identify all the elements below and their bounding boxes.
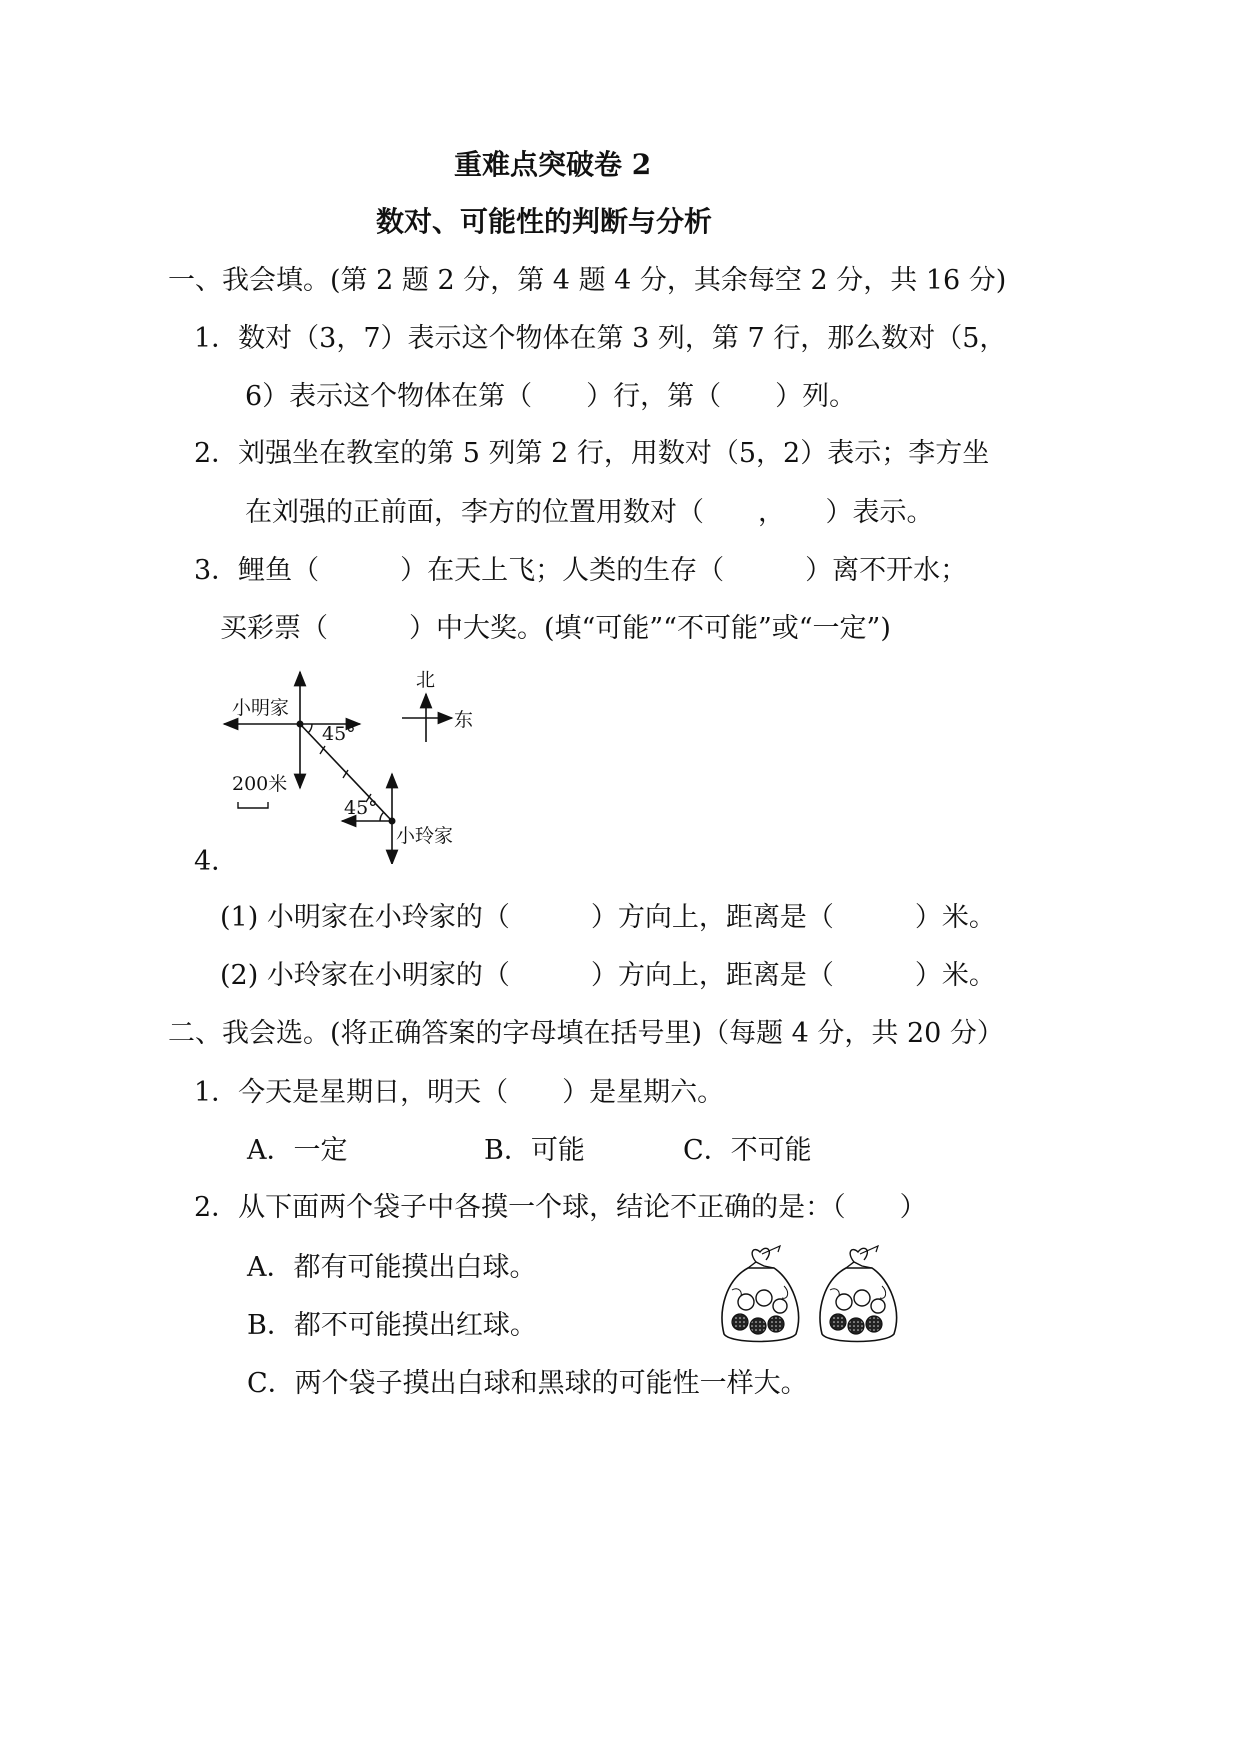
s2-q1-option-a: A．一定 [247, 1135, 348, 1166]
white-ball [836, 1294, 852, 1310]
xiaoling-point [389, 818, 396, 825]
angle-arc-1 [308, 724, 312, 733]
black-ball [732, 1314, 748, 1330]
black-ball [866, 1316, 882, 1332]
q3-line1: 3．鲤鱼（ ）在天上飞；人类的生存（ ）离不开水； [194, 555, 968, 586]
angle-label-1: 45° [322, 723, 356, 745]
bag-2 [820, 1246, 896, 1342]
xiaoming-label: 小明家 [232, 697, 290, 719]
s2-q1-option-b: B．可能 [484, 1135, 585, 1166]
east-label: 东 [454, 709, 474, 731]
q2-line1: 2．刘强坐在教室的第 5 列第 2 行，用数对（5，2）表示；李方坐 [194, 438, 990, 469]
scale-label: 200米 [232, 773, 288, 795]
bag-1 [722, 1246, 798, 1342]
page-subtitle: 数对、可能性的判断与分析 [376, 205, 713, 238]
white-ball [756, 1290, 772, 1306]
s2-q2-option-b: B．都不可能摸出红球。 [247, 1310, 537, 1341]
angle-arc-2 [380, 812, 384, 821]
s2-q1: 1．今天是星期日，明天（ ）是星期六。 [194, 1077, 725, 1108]
page-title: 重难点突破卷 2 [454, 148, 652, 181]
angle-label-2: 45° [344, 797, 378, 819]
white-ball [854, 1290, 870, 1306]
black-ball [848, 1318, 864, 1334]
white-ball [738, 1294, 754, 1310]
s2-q1-option-c: C．不可能 [683, 1135, 812, 1166]
north-label: 北 [416, 669, 436, 691]
ball-bags-illustration [718, 1240, 908, 1350]
black-ball [768, 1316, 784, 1332]
s2-q2: 2．从下面两个袋子中各摸一个球，结论不正确的是：（ ） [194, 1192, 927, 1223]
s2-q2-option-c: C．两个袋子摸出白球和黑球的可能性一样大。 [247, 1368, 808, 1399]
q2-line2: 在刘强的正前面，李方的位置用数对（ ， ）表示。 [245, 497, 934, 528]
q1-line2: 6）表示这个物体在第（ ）行，第（ ）列。 [245, 381, 857, 412]
s2-q2-option-a: A．都有可能摸出白球。 [247, 1252, 537, 1283]
q1-line1: 1．数对（3，7）表示这个物体在第 3 列，第 7 行，那么数对（5， [194, 323, 1007, 354]
direction-map-diagram [222, 664, 502, 864]
black-ball [830, 1314, 846, 1330]
q4-sub2: (2) 小玲家在小明家的（ ）方向上，距离是（ ）米。 [220, 960, 996, 991]
section2-heading: 二、我会选。(将正确答案的字母填在括号里)（每题 4 分，共 20 分） [168, 1018, 1004, 1049]
white-ball [773, 1299, 787, 1313]
black-ball [750, 1318, 766, 1334]
section1-heading: 一、我会填。(第 2 题 2 分，第 4 题 4 分，其余每空 2 分，共 16 分) [168, 265, 1007, 296]
q4-number: 4． [194, 846, 239, 877]
scale-bar [238, 802, 268, 808]
q3-line2: 买彩票（ ）中大奖。(填“可能”“不可能”或“一定”) [220, 613, 891, 644]
xiaoling-label: 小玲家 [396, 825, 454, 847]
white-ball [871, 1299, 885, 1313]
q4-sub1: (1) 小明家在小玲家的（ ）方向上，距离是（ ）米。 [220, 902, 996, 933]
